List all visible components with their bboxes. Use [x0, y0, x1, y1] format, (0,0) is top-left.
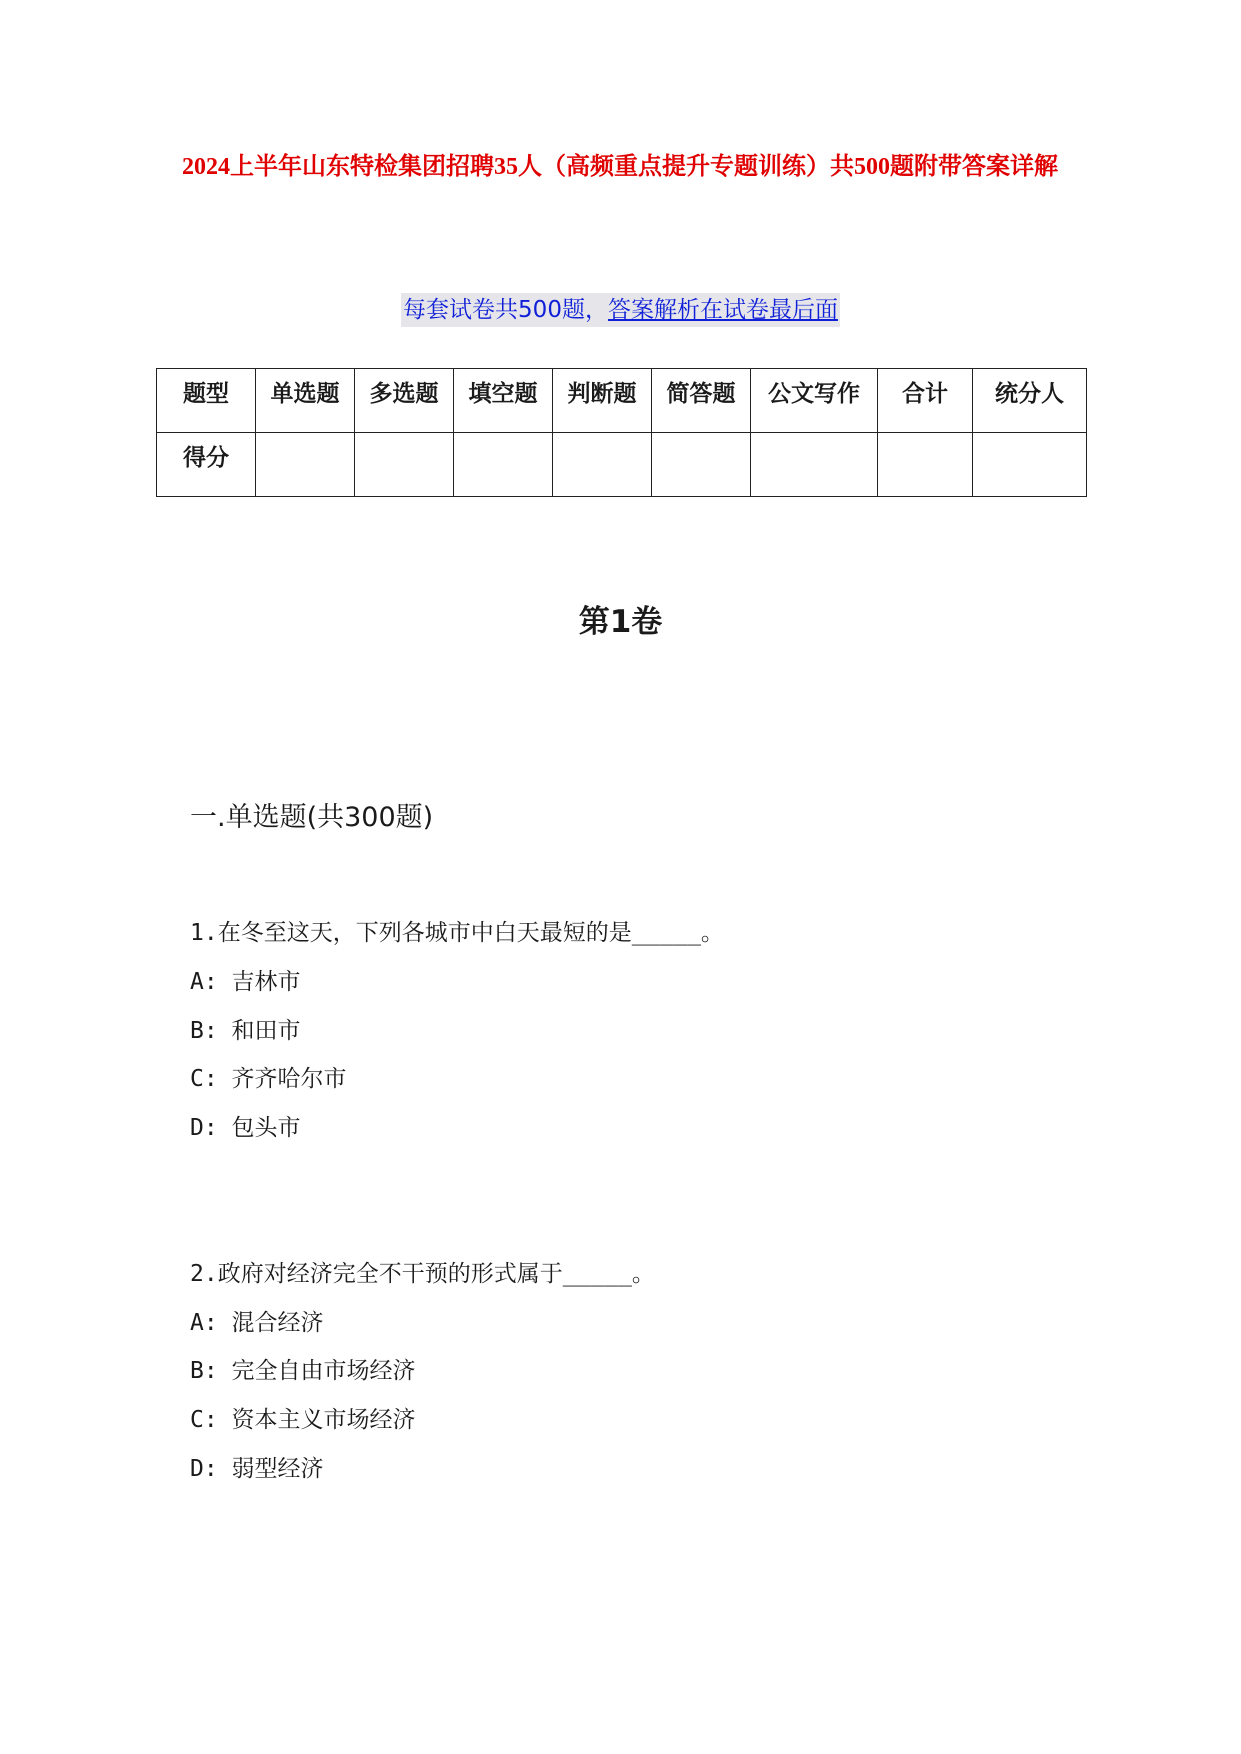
score-cell[interactable] [973, 433, 1087, 497]
section-title: 一.单选题(共300题) [190, 802, 434, 833]
header-cell: 统分人 [973, 369, 1087, 433]
notice-part1: 每套试卷共500题， [403, 297, 608, 323]
score-cell[interactable] [256, 433, 355, 497]
volume-title: 第1卷 [578, 604, 663, 640]
header-cell: 多选题 [355, 369, 454, 433]
question-option[interactable]: D: 弱型经济 [190, 1456, 324, 1482]
question-stem: 2.政府对经济完全不干预的形式属于_____。 [190, 1261, 655, 1287]
question-option[interactable]: A: 混合经济 [190, 1310, 324, 1336]
score-table-header-row [157, 369, 1087, 433]
notice-part2: 答案解析在试卷最后面 [607, 297, 838, 323]
question-option[interactable]: C: 资本主义市场经济 [190, 1407, 416, 1433]
header-cell: 合计 [878, 369, 973, 433]
header-cell: 公文写作 [751, 369, 878, 433]
score-table-score-row [157, 433, 1087, 497]
question-stem: 1.在冬至这天，下列各城市中白天最短的是_____。 [190, 920, 724, 946]
score-row-label: 得分 [157, 433, 256, 497]
score-cell[interactable] [454, 433, 553, 497]
notice-text [401, 293, 840, 327]
score-cell[interactable] [553, 433, 652, 497]
score-table [156, 368, 1087, 497]
document-title: 2024上半年山东特检集团招聘35人（高频重点提升专题训练）共500题附带答案详解 [182, 154, 1058, 180]
header-cell: 简答题 [652, 369, 751, 433]
score-cell[interactable] [878, 433, 973, 497]
score-cell[interactable] [751, 433, 878, 497]
question-option[interactable]: C: 齐齐哈尔市 [190, 1066, 347, 1092]
question-option[interactable]: B: 完全自由市场经济 [190, 1358, 416, 1384]
score-cell[interactable] [652, 433, 751, 497]
header-cell: 判断题 [553, 369, 652, 433]
header-cell: 题型 [157, 369, 256, 433]
question-option[interactable]: D: 包头市 [190, 1115, 301, 1141]
header-cell: 填空题 [454, 369, 553, 433]
score-cell[interactable] [355, 433, 454, 497]
question-option[interactable]: B: 和田市 [190, 1018, 301, 1044]
notice [0, 293, 1241, 327]
header-cell: 单选题 [256, 369, 355, 433]
question-option[interactable]: A: 吉林市 [190, 969, 301, 995]
